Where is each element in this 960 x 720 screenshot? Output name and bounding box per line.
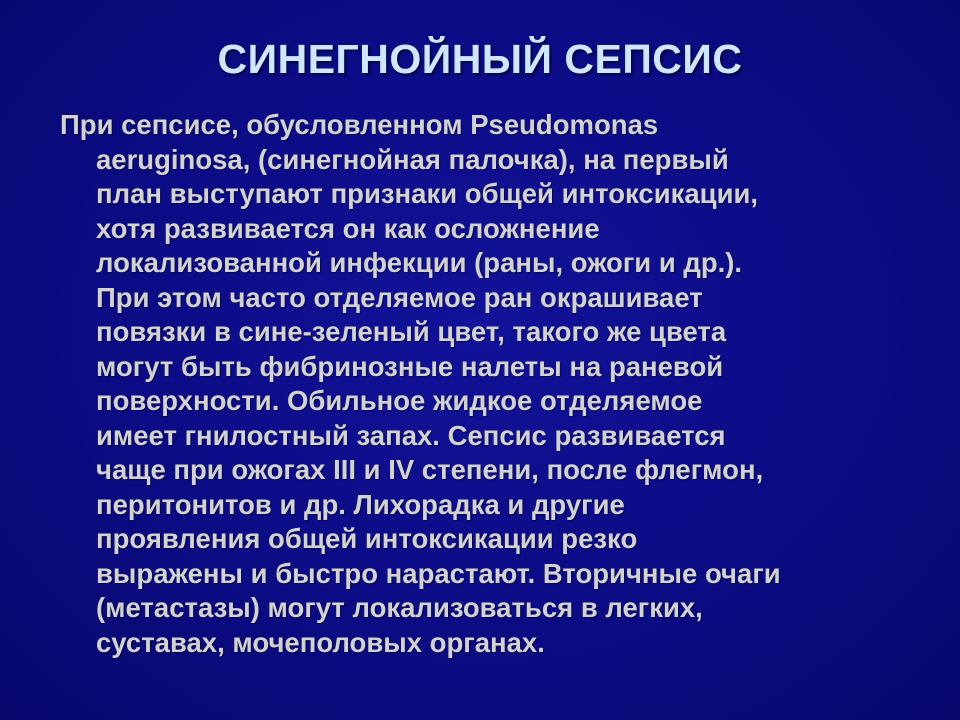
body-line: поверхности. Обильное жидкое отделяемое (96, 385, 703, 416)
body-line: При сепсисе, обусловленном Pseudomonas (60, 109, 659, 140)
body-line: локализованной инфекции (раны, ожоги и др.). (96, 247, 743, 278)
body-line: выражены и быстро нарастают. Вторичные очаги (96, 557, 781, 589)
slide-title: СИНЕГНОЙНЫЙ СЕПСИС (217, 36, 743, 82)
body-line: перитонитов и др. Лихорадка и другие (96, 488, 625, 520)
body-line: могут быть фибринозные налеты на раневой (96, 350, 724, 382)
body-line: хотя развивается он как осложнение (96, 212, 600, 244)
body-line: чаще при ожогах III и IV степени, после флегмон, (96, 454, 764, 485)
body-line: aeruginosa, (синегнойная палочка), на первый (96, 143, 729, 175)
body-line: суставах, мочеполовых органах. (96, 626, 545, 658)
body-line: имеет гнилостный запах. Сепсис развивается (96, 419, 726, 451)
body-line: план выступают признаки общей интоксикации, (96, 178, 759, 209)
slide-body (60, 108, 910, 660)
body-line: (метастазы) могут локализоваться в легких, (96, 592, 703, 623)
body-line: При этом часто отделяемое ран окрашивает (96, 281, 703, 313)
body-line: проявления общей интоксикации резко (96, 523, 638, 554)
body-line: повязки в сине-зеленый цвет, такого же цвета (96, 316, 727, 347)
